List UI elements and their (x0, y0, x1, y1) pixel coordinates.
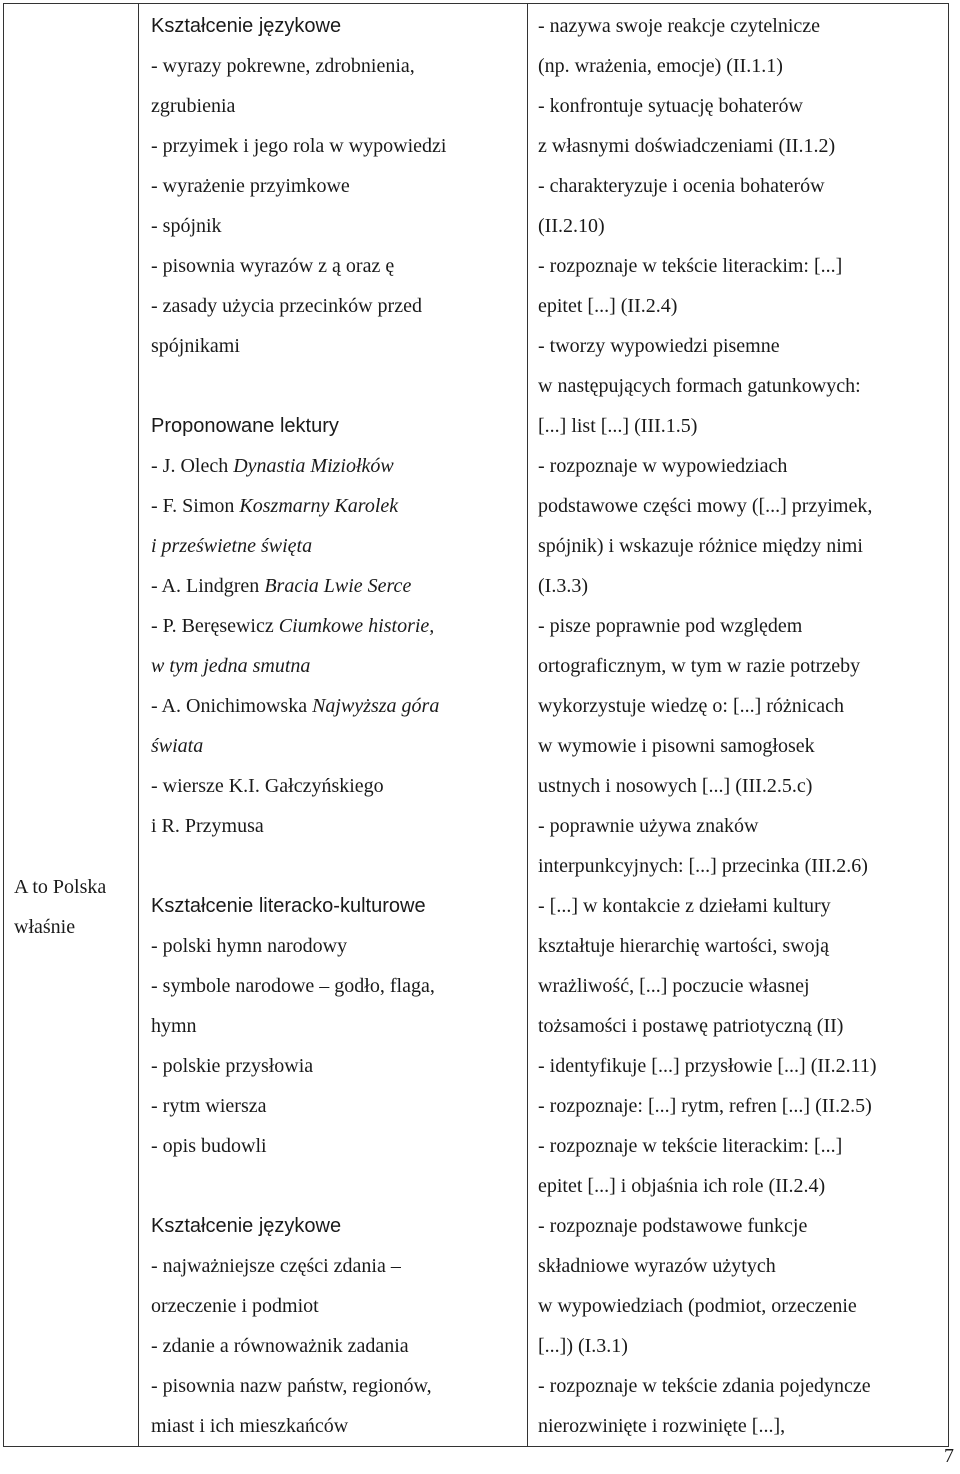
content-line: - polski hymn narodowy (151, 935, 348, 957)
section-heading: Proponowane lektury (151, 415, 339, 437)
reading-item (151, 646, 527, 686)
reading-item (151, 606, 527, 646)
requirement-line: wrażliwość, [...] poczucie własnej (538, 975, 810, 997)
content-line: - polskie przysłowia (151, 1055, 314, 1077)
requirement-line: - nazywa swoje reakcje czytelnicze (538, 15, 821, 37)
requirement-line: - tworzy wypowiedzi pisemne (538, 335, 780, 357)
requirement-line: interpunkcyjnych: [...] przecinka (III.2.6) (538, 855, 868, 877)
requirement-line: - identyfikuje [...] przysłowie [...] (II.2.11) (538, 1055, 877, 1077)
content-line: - najważniejsze części zdania – (151, 1255, 401, 1277)
reading-item (151, 446, 527, 486)
content-line: miast i ich mieszkańców (151, 1415, 349, 1437)
content-line: - przyimek i jego rola w wypowiedzi (151, 135, 447, 157)
reading-item (151, 526, 527, 566)
requirement-line: ustnych i nosowych [...] (III.2.5.c) (538, 775, 813, 797)
content-line: - rytm wiersza (151, 1095, 267, 1117)
requirements-cell (528, 4, 949, 1447)
content-line: - wyrażenie przyimkowe (151, 175, 350, 197)
requirement-line: z własnymi doświadczeniami (II.1.2) (538, 135, 836, 157)
content-line: - zdanie a równoważnik zadania (151, 1335, 409, 1357)
requirement-line: w następujących formach gatunkowych: (538, 375, 861, 397)
reading-author: - J. Olech (151, 455, 234, 477)
topic-cell (4, 4, 139, 1447)
requirement-line: spójnik) i wskazuje różnice między nimi (538, 535, 863, 557)
requirement-line: wykorzystuje wiedzę o: [...] różnicach (538, 695, 844, 717)
topic-text (4, 865, 138, 947)
requirement-line: nierozwinięte i rozwinięte [...], (538, 1415, 786, 1437)
content-line: zgrubienia (151, 95, 236, 117)
requirement-line: składniowe wyrazów użytych (538, 1255, 776, 1277)
reading-title: Ciumkowe historie, (278, 615, 435, 637)
reading-item (151, 806, 527, 846)
requirement-line: - rozpoznaje w tekście zdania pojedyncze (538, 1375, 871, 1397)
requirement-line: - rozpoznaje w tekście literackim: [...] (538, 255, 843, 277)
reading-title: świata (151, 735, 204, 757)
content-line: - symbole narodowe – godło, flaga, (151, 975, 435, 997)
content-text (139, 4, 527, 1446)
requirement-line: - rozpoznaje w tekście literackim: [...] (538, 1135, 843, 1157)
reading-title: Bracia Lwie Serce (264, 575, 412, 597)
reading-title: Koszmarny Karolek (239, 495, 399, 517)
reading-author: i R. Przymusa (151, 815, 264, 837)
reading-author: - A. Lindgren (151, 575, 265, 597)
requirement-line: - pisze poprawnie pod względem (538, 615, 803, 637)
content-line: spójnikami (151, 335, 240, 357)
page-number: 7 (944, 1445, 954, 1467)
requirement-line: - rozpoznaje podstawowe funkcje (538, 1215, 808, 1237)
reading-author: - wiersze K.I. Gałczyńskiego (151, 775, 384, 797)
content-line: - wyrazy pokrewne, zdrobnienia, (151, 55, 415, 77)
reading-title: i prześwietne święta (151, 535, 313, 557)
section-heading: Kształcenie językowe (151, 1215, 342, 1237)
content-line: - spójnik (151, 215, 222, 237)
requirement-line: - poprawnie używa znaków (538, 815, 759, 837)
content-line: hymn (151, 1015, 197, 1037)
requirement-line: epitet [...] (II.2.4) (538, 295, 678, 317)
reading-item (151, 566, 527, 606)
reading-item (151, 726, 527, 766)
requirement-line: (I.3.3) (538, 575, 588, 597)
reading-item (151, 686, 527, 726)
content-cell (139, 4, 528, 1447)
requirement-line: - konfrontuje sytuację bohaterów (538, 95, 803, 117)
content-line: - opis budowli (151, 1135, 267, 1157)
requirement-line: tożsamości i postawę patriotyczną (II) (538, 1015, 844, 1037)
requirement-line: - charakteryzuje i ocenia bohaterów (538, 175, 825, 197)
requirement-line: - rozpoznaje w wypowiedziach (538, 455, 788, 477)
requirement-line: kształtuje hierarchię wartości, swoją (538, 935, 829, 957)
requirement-line: - [...] w kontakcie z dziełami kultury (538, 895, 831, 917)
requirement-line: w wypowiedziach (podmiot, orzeczenie (538, 1295, 857, 1317)
requirement-line: - rozpoznaje: [...] rytm, refren [...] (II.2.5) (538, 1095, 872, 1117)
requirement-line: (np. wrażenia, emocje) (II.1.1) (538, 55, 783, 77)
reading-title: Najwyższa góra (312, 695, 440, 717)
requirement-line: ortograficznym, w tym w razie potrzeby (538, 655, 861, 677)
curriculum-table (3, 3, 949, 1447)
reading-author: - P. Beręsewicz (151, 615, 279, 637)
requirement-line: [...] list [...] (III.1.5) (538, 415, 698, 437)
content-line: - zasady użycia przecinków przed (151, 295, 422, 317)
section-heading: Kształcenie językowe (151, 15, 342, 37)
topic-line: A to Polska (14, 876, 107, 898)
requirement-line: w wymowie i pisowni samogłosek (538, 735, 815, 757)
content-line: - pisownia nazw państw, regionów, (151, 1375, 432, 1397)
requirement-line: (II.2.10) (538, 215, 605, 237)
reading-item (151, 766, 527, 806)
requirements-text (528, 4, 948, 1446)
reading-title: w tym jedna smutna (151, 655, 311, 677)
content-line: orzeczenie i podmiot (151, 1295, 319, 1317)
section-heading: Kształcenie literacko-kulturowe (151, 895, 426, 917)
topic-line: właśnie (14, 916, 76, 938)
requirement-line: epitet [...] i objaśnia ich role (II.2.4) (538, 1175, 826, 1197)
requirement-line: [...]) (I.3.1) (538, 1335, 628, 1357)
requirement-line: podstawowe części mowy ([...] przyimek, (538, 495, 873, 517)
reading-item (151, 486, 527, 526)
content-line: - pisownia wyrazów z ą oraz ę (151, 255, 395, 277)
reading-author: - F. Simon (151, 495, 240, 517)
reading-author: - A. Onichimowska (151, 695, 313, 717)
reading-title: Dynastia Miziołków (233, 455, 394, 477)
table-row (4, 4, 949, 1447)
